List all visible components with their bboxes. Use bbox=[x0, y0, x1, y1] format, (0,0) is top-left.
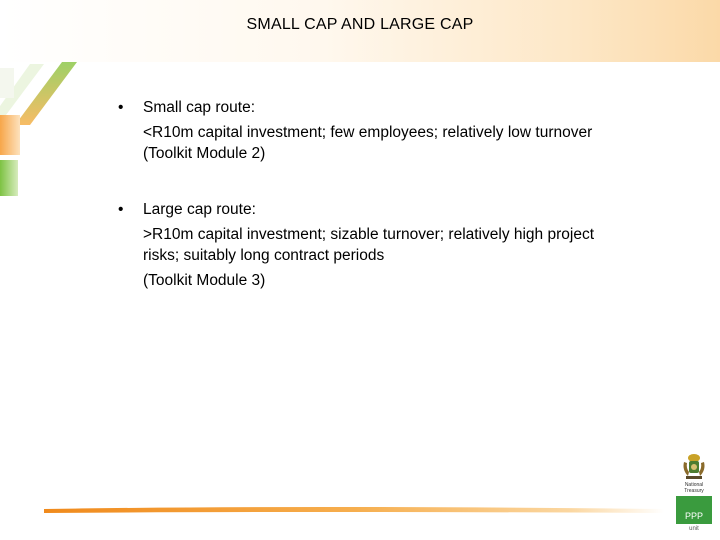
ppp-badge bbox=[676, 496, 712, 524]
footer-swoosh bbox=[44, 507, 664, 513]
bullet-marker: • bbox=[118, 99, 124, 116]
coat-of-arms-icon bbox=[680, 452, 708, 482]
diagonal-stripe bbox=[15, 62, 77, 125]
bullet-text bbox=[143, 97, 683, 164]
organisation-name bbox=[672, 482, 716, 494]
bullet-marker: • bbox=[118, 201, 124, 218]
bullet-heading: Small cap route: bbox=[143, 99, 255, 116]
bullet-line: (Toolkit Module 3) bbox=[143, 272, 266, 289]
bullet-heading: Large cap route: bbox=[143, 201, 256, 218]
slide-title: SMALL CAP AND LARGE CAP bbox=[246, 16, 474, 33]
bullet-line: (Toolkit Module 2) bbox=[143, 145, 266, 162]
ppp-badge-label: PPP bbox=[684, 511, 703, 521]
left-block-faint bbox=[0, 68, 14, 98]
left-block-green bbox=[0, 160, 18, 196]
unit-label: unit bbox=[689, 526, 699, 532]
bullet-line: risks; suitably long contract periods bbox=[143, 247, 385, 264]
left-block-orange bbox=[0, 115, 20, 155]
organisation-line: National bbox=[684, 482, 704, 488]
bullet-line: <R10m capital investment; few employees; relatively low turnover bbox=[143, 124, 593, 141]
bullet-text bbox=[143, 199, 683, 291]
bullet-line: >R10m capital investment; sizable turnover; relatively high project bbox=[143, 226, 595, 243]
treasury-ppp-logo bbox=[672, 448, 716, 536]
organisation-line: Treasury bbox=[684, 488, 704, 494]
